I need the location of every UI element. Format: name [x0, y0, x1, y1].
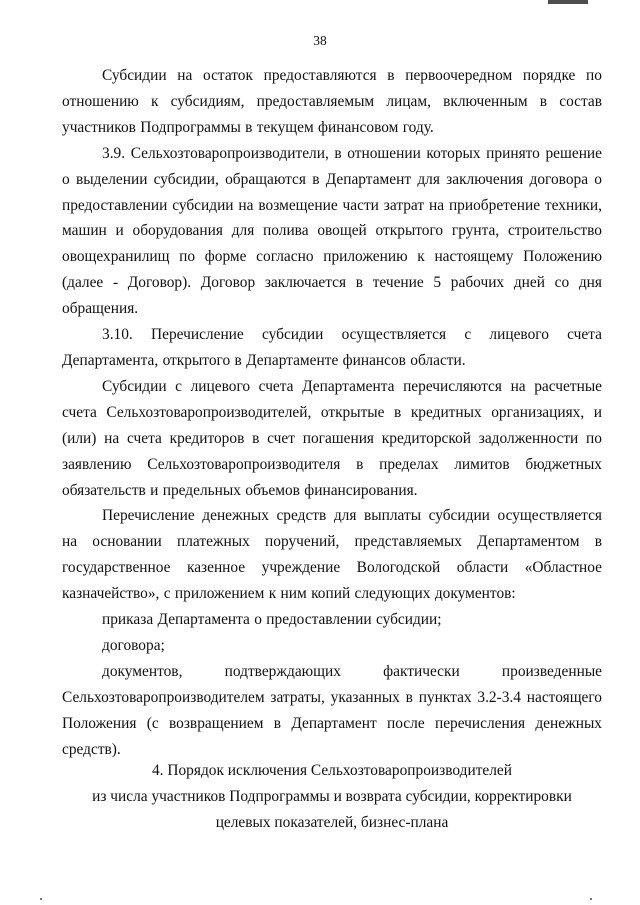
list-item-contract: договора;	[102, 636, 165, 654]
page-number: 38	[313, 33, 327, 48]
section-heading	[62, 758, 602, 836]
section-heading-line-2: из числа участников Подпрограммы и возврата субсидии, корректировки	[92, 788, 572, 805]
document-body	[62, 63, 602, 762]
paragraph-payment-basis: Перечисление денежных средств для выплаты субсидии осуществляется на основании платежных поручений, представляемых Департаментом в государственное казенное учреждение Вологодской области «Областное казначейство», с приложением к ним копий следующих документов:	[62, 507, 602, 603]
list-item-order: приказа Департамента о предоставлении субсидии;	[102, 611, 442, 629]
scan-artifact-mark	[548, 0, 588, 4]
paragraph-subsidy-remainder: Субсидии на остаток предоставляются в первоочередном порядке по отношению к субсидиям, предоставляемым лицам, включенным в состав участников Подпрограммы в текущем финансовом году.	[62, 67, 602, 136]
section-heading-line-1: 4. Порядок исключения Сельхозтоваропроизводителей	[151, 762, 513, 779]
paragraph-3-9: 3.9. Сельхозтоваропроизводители, в отношении которых принято решение о выделении субсидии, обращаются в Департамент для заключения договора о предоставлении субсидии на возмещение части затрат на приобретение техники, машин и оборудования для полива овощей открытого грунта, строительство овощехранилищ по форме согласно приложению к настоящему Положению (далее - Договор). Договор заключается в течение 5 рабочих дней со дня обращения.	[62, 144, 602, 318]
scan-artifact-dot	[40, 898, 42, 900]
scan-artifact-dot	[590, 898, 592, 900]
paragraph-subsidy-transfer: Субсидии с лицевого счета Департамента перечисляются на расчетные счета Сельхозтоваропроизводителей, открытые в кредитных организациях, и (или) на счета кредиторов в счет погашения кредиторской задолженности по заявлению Сельхозтоваропроизводителя в пределах лимитов бюджетных обязательств и предельных объемов финансирования.	[62, 377, 602, 499]
list-item-documents: документов, подтверждающих фактически произведенные Сельхозтоваропроизводителем затраты, указанных в пунктах 3.2-3.4 настоящего Положения (с возвращением в Департамент после перечисления денежных средств).	[62, 662, 602, 758]
paragraph-3-10: 3.10. Перечисление субсидии осуществляется с лицевого счета Департамента, открытого в Департаменте финансов области.	[62, 326, 602, 369]
section-heading-line-3: целевых показателей, бизнес-плана	[215, 814, 449, 831]
